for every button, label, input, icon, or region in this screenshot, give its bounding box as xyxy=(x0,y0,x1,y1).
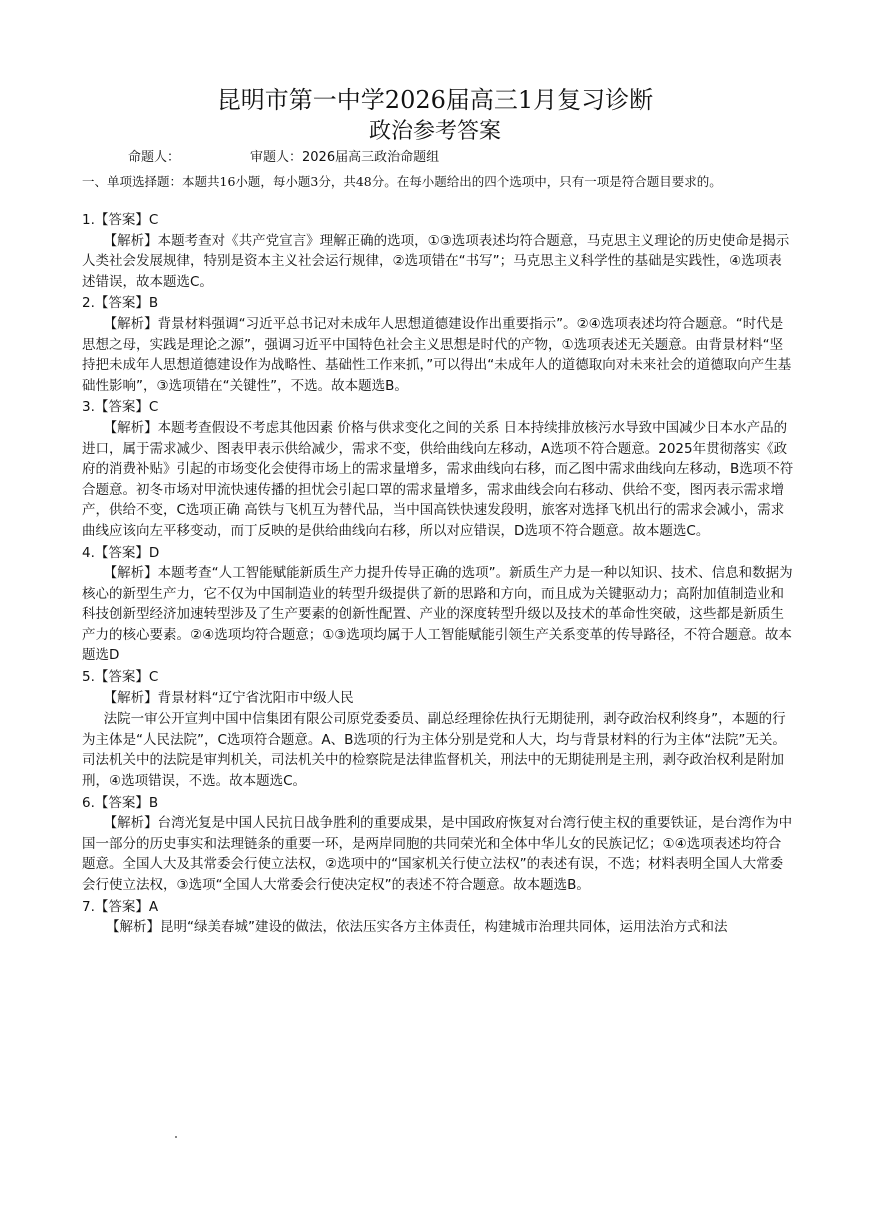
explanation: 【解析】背景材料“辽宁省沈阳市中级人民 xyxy=(103,689,354,706)
answer-header: 5.【答案】C xyxy=(82,669,159,686)
proposer-label: 命题人： xyxy=(128,150,181,165)
question-1 xyxy=(82,210,794,292)
question-3 xyxy=(82,397,794,541)
answer-list xyxy=(82,210,794,939)
answer-header: 2.【答案】B xyxy=(82,295,159,312)
explanation-continued: 法院一审公开宣判中国中信集团有限公司原党委委员、副总经理徐佐执行无期徒刑，剥夺政治权利终身”，本题的行为主体是“人民法院”，C选项符合题意。A、B选项的行为主体分别是党和人大，均与背景材料的行为主体“法院”无关。司法机关中的法院是审判机关，司法机关中的检察院是法律监督机关，刑法中的无期徒刑是主刑，剥夺政治权利是附加刑，④选项错误，不选。故本题选C。 xyxy=(82,711,786,790)
question-2 xyxy=(82,293,794,396)
section-instructions: 一、单项选择题：本题共16小题，每小题3分，共48分。在每小题给出的四个选项中，只有一项是符合题目要求的。 xyxy=(82,174,722,189)
answer-header: 7.【答案】A xyxy=(82,898,159,915)
explanation: 【解析】台湾光复是中国人民抗日战争胜利的重要成果，是中国政府恢复对台湾行使主权的重要铁证，是台湾作为中国一部分的历史事实和法理链条的重要一环，是两岸同胞的共同荣光和全体中华儿女的民族记忆；①④选项表述均符合题意。全国人大及其常委会行使立法权，②选项中的“国家机关行使立法权”的表述有误，不选；材料表明全国人大常委会行使立法权，③选项“全国人大常委会行使决定权”的表述不符合题意。故本题选B。 xyxy=(82,815,793,893)
explanation: 【解析】背景材料强调“习近平总书记对未成年人思想道德建设作出重要指示”。②④选项表述均符合题意。“时代是思想之母，实践是理论之源”，强调习近平中国特色社会主义思想是时代的产物，①选项表述无关题意。由背景材料“坚持把未成年人思想道德建设作为战略性、基础性工作来抓，”可以得出“未成年人的道德取向对未来社会的道德取向产生基础性影响”，③选项错在“关键性”，不选。故本题选B。 xyxy=(82,315,792,394)
question-7 xyxy=(82,897,794,938)
reviewer-label: 审题人：2026届高三政治命题组 xyxy=(250,150,440,165)
explanation: 【解析】本题考查对《共产党宣言》理解正确的选项，①③选项表述均符合题意，马克思主义理论的历史使命是揭示人类社会发展规律，特别是资本主义社会运行规律，②选项错在“书写”；马克思主义科学性的基础是实践性，④选项表述错误，故本题选C。 xyxy=(82,232,790,290)
answer-header: 1.【答案】C xyxy=(82,212,159,228)
page-mark xyxy=(175,1136,177,1138)
question-4 xyxy=(82,543,794,667)
answer-header: 4.【答案】D xyxy=(82,544,160,561)
question-5 xyxy=(82,667,794,792)
explanation: 【解析】昆明“绿美春城”建设的做法，依法压实各方主体责任，构建城市治理共同体，运用法治方式和法 xyxy=(106,919,728,936)
author-line xyxy=(128,149,439,167)
explanation: 【解析】本题考查“人工智能赋能新质生产力提升传导正确的选项”。新质生产力是一种以知识、技术、信息和数据为核心的新型生产力，它不仅为中国制造业的转型升级提供了新的思路和方向，而且成为关键驱动力；高附加值制造业和科技创新型经济加速转型涉及了生产要素的创新性配置、产业的深度转型升级以及技术的革命性突破，这些都是新质生产力的核心要素。②④选项均符合题意；①③选项均属于人工智能赋能引领生产关系变革的传导路径，不符合题意。故本题选D xyxy=(82,565,793,664)
document-title: 昆明市第一中学2026届高三1月复习诊断 xyxy=(216,86,654,114)
answer-header: 3.【答案】C xyxy=(82,399,159,416)
explanation: 【解析】本题考查假设不考虑其他因素 价格与供求变化之间的关系 日本持续排放核污水导致中国减少日本水产品的进口，属于需求减少、图表甲表示供给减少，需求不变，供给曲线向左移动，A选项不符合题意。2025年贯彻落实《政府的消费补贴》引起的市场变化会使得市场上的需求量增多，需求曲线向右移，而乙图中需求曲线向左移动，B选项不符合题意。初冬市场对甲流快速传播的担忧会引起口罩的需求量增多，需求曲线会向右移动、供给不变，图丙表示需求增产，供给不变，C选项正确 高铁与飞机互为替代品，当中国高铁快速发段明，旅客对选择飞机出行的需求会减小，需求曲线应该向左平移变动，而丁反映的是供给曲线向右移，所以对应错误，D选项不符合题意。故本题选C。 xyxy=(82,419,794,539)
question-6 xyxy=(82,793,794,896)
document-subtitle: 政治参考答案 xyxy=(368,119,501,144)
answer-header: 6.【答案】B xyxy=(82,794,159,811)
